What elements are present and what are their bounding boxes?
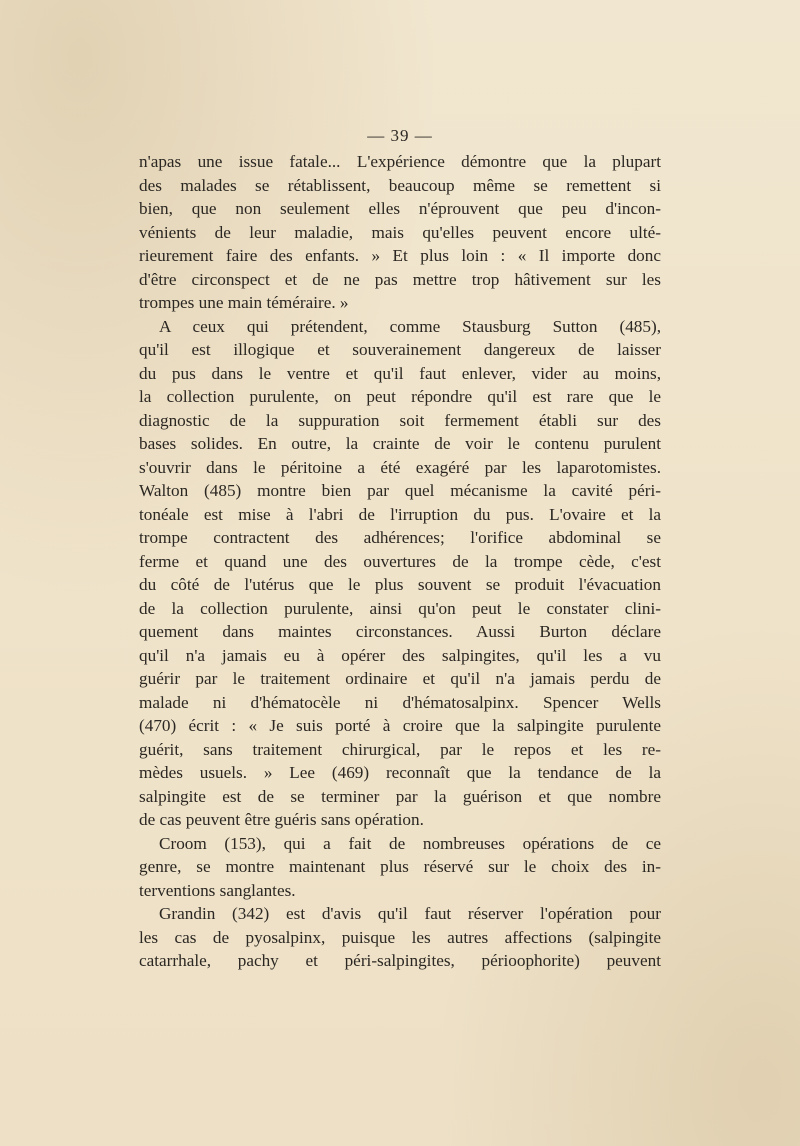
text-line: qu'il n'a jamais eu à opérer des salpingites, qu'il les a vu	[139, 645, 661, 665]
text-line: salpingite est de se terminer par la guérison et que nombre	[139, 786, 661, 806]
text-line: la collection purulente, on peut répondre qu'il est rare que le	[139, 387, 661, 406]
text-line: qu'il est illogique et souverainement dangereux de laisser	[139, 340, 661, 359]
text-line: guérir par le traitement ordinaire et qu'il n'a jamais perdu de	[139, 669, 661, 688]
text-line: de cas peuvent être guéris sans opération.	[139, 810, 424, 829]
body-text	[139, 150, 661, 973]
text-line: quement dans maintes circonstances. Aussi Burton déclare	[139, 622, 661, 641]
text-line: vénients de leur maladie, mais qu'elles peuvent encore ulté-	[139, 222, 661, 242]
text-line: des malades se rétablissent, beaucoup même se remettent si	[139, 175, 661, 195]
text-line: malade ni d'hématocèle ni d'hématosalpinx. Spencer Wells	[139, 692, 661, 712]
page-number: — 39 —	[367, 126, 433, 145]
text-line: Walton (485) montre bien par quel mécanisme la cavité péri-	[139, 481, 661, 500]
text-line: d'être circonspect et de ne pas mettre trop hâtivement sur les	[139, 269, 661, 289]
text-line: (470) écrit : « Je suis porté à croire que la salpingite purulente	[139, 716, 661, 735]
paragraph-start-line: A ceux qui prétendent, comme Stausburg Sutton (485),	[159, 316, 661, 336]
text-line: de la collection purulente, ainsi qu'on peut le constater clini-	[139, 598, 661, 618]
paragraph-start-line: Croom (153), qui a fait de nombreuses opérations de ce	[159, 833, 661, 853]
text-line: du pus dans le ventre et qu'il faut enlever, vider au moins,	[139, 363, 661, 383]
paragraph-start-line: Grandin (342) est d'avis qu'il faut réserver l'opération pour	[159, 904, 661, 923]
text-line: guérit, sans traitement chirurgical, par le repos et les re-	[139, 739, 661, 759]
text-line: n'apas une issue fatale... L'expérience démontre que la plupart	[139, 152, 661, 171]
text-line: bien, que non seulement elles n'éprouvent que peu d'incon-	[139, 199, 661, 218]
text-line: terventions sanglantes.	[139, 880, 296, 900]
text-line: bases solides. En outre, la crainte de voir le contenu purulent	[139, 434, 661, 453]
text-line: mèdes usuels. » Lee (469) reconnaît que la tendance de la	[139, 763, 661, 782]
text-line: catarrhale, pachy et péri-salpingites, périoophorite) peuvent	[139, 951, 661, 970]
text-line: trompes une main téméraire. »	[139, 293, 349, 312]
text-line: diagnostic de la suppuration soit fermement établi sur des	[139, 410, 661, 430]
text-line: trompe contractent des adhérences; l'orifice abdominal se	[139, 528, 661, 547]
text-line: rieurement faire des enfants. » Et plus loin : « Il importe donc	[139, 246, 661, 265]
text-line: s'ouvrir dans le péritoine a été exagéré par les laparotomistes.	[139, 457, 661, 477]
text-line: tonéale est mise à l'abri de l'irruption du pus. L'ovaire et la	[139, 504, 661, 524]
text-line: du côté de l'utérus que le plus souvent se produit l'évacuation	[139, 575, 661, 594]
text-line: les cas de pyosalpinx, puisque les autres affections (salpingite	[139, 927, 661, 947]
text-line: genre, se montre maintenant plus réservé sur le choix des in-	[139, 857, 661, 876]
text-line: ferme et quand une des ouvertures de la trompe cède, c'est	[139, 551, 661, 571]
